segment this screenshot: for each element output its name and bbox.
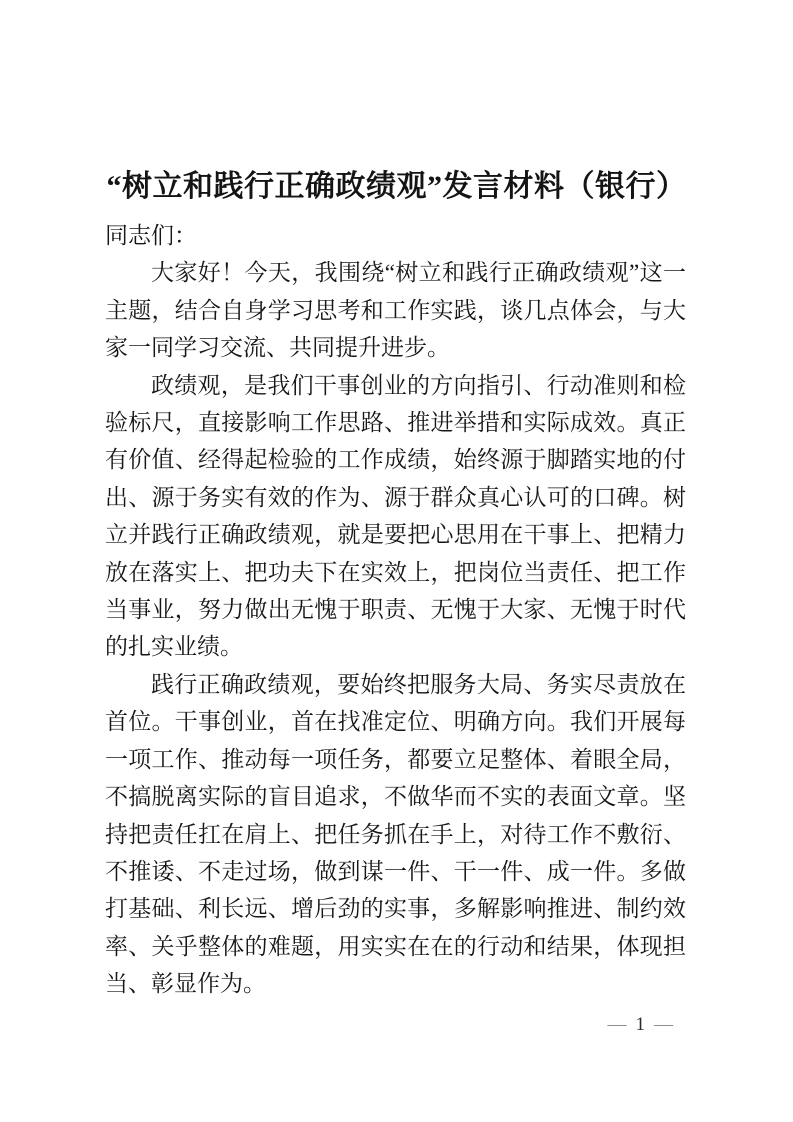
page-number-left-dash: — <box>607 1014 627 1035</box>
body-paragraph-1: 大家好！今天，我围绕“树立和践行正确政绩观”这一主题，结合自身学习思考和工作实践，谈几点体会，与大家一同学习交流、共同提升进步。 <box>105 260 686 361</box>
page-number <box>608 1012 674 1038</box>
document-title: “树立和践行正确政绩观”发言材料（银行） <box>106 170 687 204</box>
document-body <box>105 217 686 1003</box>
page-number-value: 1 <box>635 1014 645 1035</box>
body-paragraph-2: 政绩观，是我们干事创业的方向指引、行动准则和检验标尺，直接影响工作思路、推进举措和实际成效。真正有价值、经得起检验的工作成绩，始终源于脚踏实地的付出、源于务实有效的作为、源于群众真心认可的口碑。树立并践行正确政绩观，就是要把心思用在干事上、把精力放在落实上、把功夫下在实效上，把岗位当责任、把工作当事业，努力做出无愧于职责、无愧于大家、无愧于时代的扎实业绩。 <box>105 372 686 660</box>
body-paragraph-3: 践行正确政绩观，要始终把服务大局、务实尽责放在首位。干事创业，首在找准定位、明确方向。我们开展每一项工作、推动每一项任务，都要立足整体、着眼全局，不搞脱离实际的盲目追求，不做华而不实的表面文章。坚持把责任扛在肩上、把任务抓在手上，对待工作不敷衍、不推诿、不走过场，做到谋一件、干一件、成一件。多做打基础、利长远、增后劲的实事，多解影响推进、制约效率、关乎整体的难题，用实实在在的行动和结果，体现担当、彰显作为。 <box>105 671 686 997</box>
salutation: 同志们： <box>105 223 197 248</box>
page-number-right-dash: — <box>654 1014 673 1035</box>
